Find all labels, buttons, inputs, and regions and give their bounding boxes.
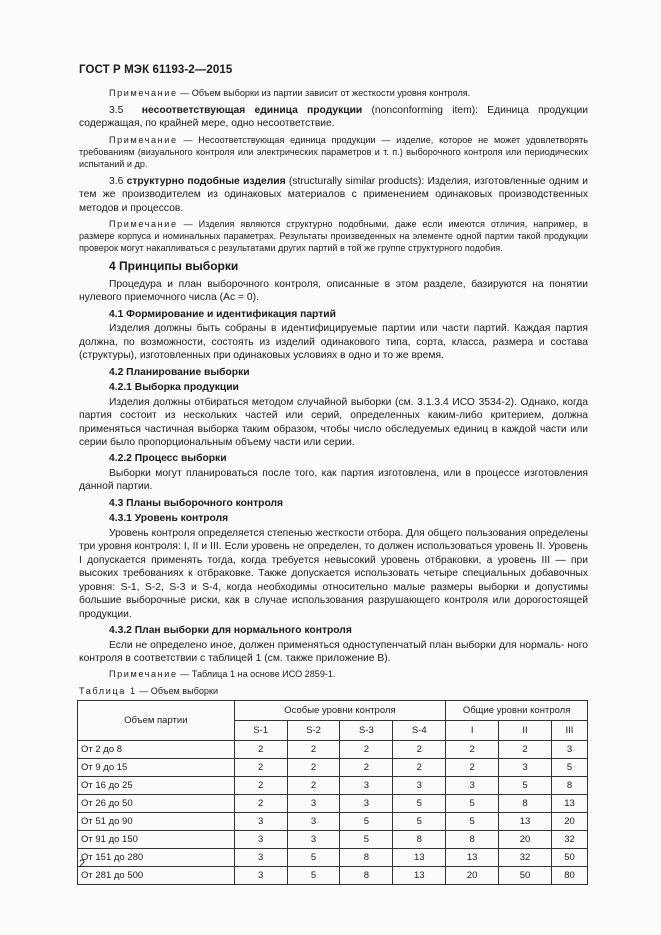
header-level: II: [499, 721, 552, 741]
sample-size-cell: 5: [551, 759, 587, 777]
header-level: S-4: [393, 721, 446, 741]
sample-size-cell: 20: [551, 813, 587, 831]
sample-size-cell: 3: [287, 831, 340, 849]
term: структурно подобные изделия: [126, 175, 286, 187]
clause-3-5: [79, 104, 588, 131]
sample-size-cell: 3: [393, 777, 446, 795]
sample-size-cell: 13: [551, 795, 587, 813]
sample-size-cell: 3: [499, 759, 552, 777]
sample-size-cell: 8: [393, 831, 446, 849]
sample-size-cell: 2: [234, 741, 287, 759]
header-general-levels: Общие уровни контроля: [446, 701, 588, 721]
note-text: — Объем выборки из партии зависит от жесткости уровня контроля.: [180, 88, 471, 98]
table-caption-text: — Объем выборки: [139, 686, 219, 697]
sample-size-cell: 2: [499, 741, 552, 759]
header-level: III: [551, 721, 587, 741]
lot-size-cell: От 51 до 90: [78, 813, 235, 831]
lot-size-cell: От 151 до 280: [78, 849, 235, 867]
table-row: [78, 831, 588, 849]
table-row: [78, 849, 588, 867]
sample-size-cell: 3: [551, 741, 587, 759]
header-level: S-1: [234, 721, 287, 741]
sample-size-cell: 2: [287, 741, 340, 759]
sample-size-cell: 5: [499, 777, 552, 795]
note-2: [79, 134, 588, 170]
clause-number: 3.6: [109, 175, 124, 187]
page-content: [79, 87, 588, 885]
note-label: Примечание: [109, 219, 178, 230]
sample-size-cell: 50: [499, 867, 552, 885]
sample-size-cell: 3: [234, 867, 287, 885]
sample-size-cell: 5: [287, 849, 340, 867]
note-4: [79, 668, 588, 680]
header-level: I: [446, 721, 499, 741]
note-label: Примечание: [109, 669, 178, 680]
table-row: [78, 777, 588, 795]
note-text: — Таблица 1 на основе ИСО 2859-1.: [180, 669, 336, 680]
heading-4-1: 4.1 Формирование и идентификация партий: [109, 308, 336, 320]
sample-size-cell: 3: [446, 777, 499, 795]
header-special-levels: Особые уровни контроля: [234, 701, 446, 721]
note-label: Примечание: [109, 88, 178, 98]
sample-size-cell: 2: [234, 759, 287, 777]
table-row: [78, 759, 588, 777]
note-text: — Изделия являются структурно подобными, даже если имеются отличия, например, в размере корпуса и номинальных параметрах. Результаты произведенных на элементе одной партии такой продукции проверок могут накапливаться с результатами других партий в той же группе структурного подобия.: [79, 219, 589, 254]
heading-4-3: 4.3 Планы выборочного контроля: [109, 497, 284, 509]
sample-size-cell: 13: [499, 813, 552, 831]
header-lot-size: Объем партии: [78, 701, 235, 741]
sample-size-cell: 32: [499, 849, 552, 867]
sample-size-cell: 32: [551, 831, 587, 849]
sample-size-cell: 5: [340, 831, 393, 849]
table-row: [78, 813, 588, 831]
heading-4-2-1: 4.2.1 Выборка продукции: [109, 382, 239, 394]
sample-size-cell: 3: [340, 795, 393, 813]
section-heading-4: 4 Принципы выборки: [109, 259, 239, 274]
sample-size-cell: 13: [446, 849, 499, 867]
sample-size-cell: 13: [393, 849, 446, 867]
lot-size-cell: От 91 до 150: [78, 831, 235, 849]
paragraph-4-3-2: Если не определено иное, должен применяться одноступенчатый план выборки для нормаль- ного контроля в соответствии с таблицей 1 (см. также приложение B).: [79, 639, 588, 664]
sample-size-cell: 5: [393, 813, 446, 831]
sample-size-cell: 2: [287, 777, 340, 795]
heading-4-2-2: 4.2.2 Процесс выборки: [109, 453, 227, 465]
heading-4-3-2: 4.3.2 План выборки для нормального контроля: [109, 624, 352, 636]
sample-size-cell: 2: [446, 741, 499, 759]
definition: (nonconforming item): Единица продукции содержащая, по крайней мере, одно несоответствие.: [79, 105, 588, 130]
lot-size-cell: От 281 до 500: [78, 867, 235, 885]
definition: (structurally similar products): Изделия, изготовленные одним и тем же производителем из одинаковых материалов с применением одинаковых производственных методов и процессов.: [79, 175, 588, 214]
sample-size-table: [77, 700, 588, 885]
table-caption-label: Таблица 1: [79, 686, 137, 697]
sample-size-cell: 2: [393, 741, 446, 759]
sample-size-cell: 3: [234, 849, 287, 867]
lot-size-cell: От 26 до 50: [78, 795, 235, 813]
note-3: [79, 218, 588, 254]
sample-size-cell: 2: [340, 759, 393, 777]
sample-size-cell: 8: [340, 849, 393, 867]
sample-size-cell: 2: [234, 795, 287, 813]
sample-size-cell: 2: [287, 759, 340, 777]
sample-size-cell: 5: [446, 813, 499, 831]
table-body: [78, 741, 588, 885]
sample-size-cell: 8: [551, 777, 587, 795]
sample-size-cell: 2: [234, 777, 287, 795]
sample-size-cell: 3: [234, 813, 287, 831]
heading-4-2: 4.2 Планирование выборки: [109, 366, 250, 378]
note-text: — Несоответствующая единица продукции — изделие, которое не может удовлетворять требованиям (визуального контроля или электрических параметров и т. п.) выборочного контроля или периодических испытаний и др.: [79, 134, 588, 169]
sample-size-cell: 3: [287, 795, 340, 813]
sample-size-cell: 2: [393, 759, 446, 777]
sample-size-cell: 8: [499, 795, 552, 813]
paragraph-4-2-1: Изделия должны отбираться методом случайной выборки (см. 3.1.3.4 ИСО 3534-2). Однако, когда партия состоит из нескольких частей или серий, определенных каким-либо критерием, должна применяться частичная выборка таким образом, чтобы число обследуемых единиц в каждой части или серии было пропорциональным объему части или серии.: [79, 396, 588, 449]
sample-size-cell: 80: [551, 867, 587, 885]
sample-size-cell: 2: [446, 759, 499, 777]
sample-size-cell: 8: [340, 867, 393, 885]
sample-size-cell: 50: [551, 849, 587, 867]
table-row: [78, 867, 588, 885]
sample-size-cell: 8: [446, 831, 499, 849]
table-row: [78, 741, 588, 759]
clause-number: 3.5: [109, 105, 124, 116]
sample-size-cell: 5: [287, 867, 340, 885]
note-1: [79, 87, 588, 99]
paragraph-4-1: Изделия должны быть собраны в идентифицируемые партии или части партий. Каждая партия должна, по возможности, состоять из изделий одинакового типа, сорта, класса, размера и состава (структуры), изготовленных при одинаковых условиях в одно и то же время.: [79, 323, 588, 362]
sample-size-cell: 13: [393, 867, 446, 885]
lot-size-cell: От 9 до 15: [78, 759, 235, 777]
sample-size-cell: 3: [287, 813, 340, 831]
sample-size-cell: 20: [499, 831, 552, 849]
clause-3-6: [79, 175, 588, 215]
document-header: ГОСТ Р МЭК 61193-2—2015: [79, 64, 233, 76]
paragraph-4-2-2: Выборки могут планироваться после того, как партия изготовлена, или в процессе изготовления данной партии.: [79, 468, 588, 493]
note-label: Примечание: [109, 134, 178, 145]
sample-size-cell: 3: [234, 831, 287, 849]
paragraph-4: Процедура и план выборочного контроля, описанные в этом разделе, базируются на понятии нулевого приемочного числа (Ac = 0).: [79, 279, 588, 304]
header-level: S-2: [287, 721, 340, 741]
page-number: 2: [79, 858, 86, 870]
lot-size-cell: От 16 до 25: [78, 777, 235, 795]
table-row: [78, 795, 588, 813]
sample-size-cell: 5: [393, 795, 446, 813]
sample-size-cell: 3: [340, 777, 393, 795]
lot-size-cell: От 2 до 8: [78, 741, 235, 759]
term: несоответствующая единица продукции: [141, 105, 363, 116]
sample-size-cell: 5: [340, 813, 393, 831]
sample-size-cell: 5: [446, 795, 499, 813]
header-level: S-3: [340, 721, 393, 741]
paragraph-4-3-1: Уровень контроля определяется степенью жесткости отбора. Для общего пользования определены три уровня контроля: I, II и III. Если уровень не определен, то должен использоваться уровень II. Уровень I допускается применять тогда, когда требуется невысокий уровень отбраковки, а уровень III — при высоких требованиях к отбраковке. Также допускается использовать четыре специальных добавочных уровня: S-1, S-2, S-3 и S-4, когда необходимы относительно малые размеры выборки и допустимы большие выборочные риски, как в случае использования разрушающего контроля или дорогостоящей продукции.: [79, 528, 588, 620]
sample-size-cell: 2: [340, 741, 393, 759]
table-caption: [79, 685, 588, 697]
sample-size-cell: 20: [446, 867, 499, 885]
heading-4-3-1: 4.3.1 Уровень контроля: [109, 513, 229, 525]
